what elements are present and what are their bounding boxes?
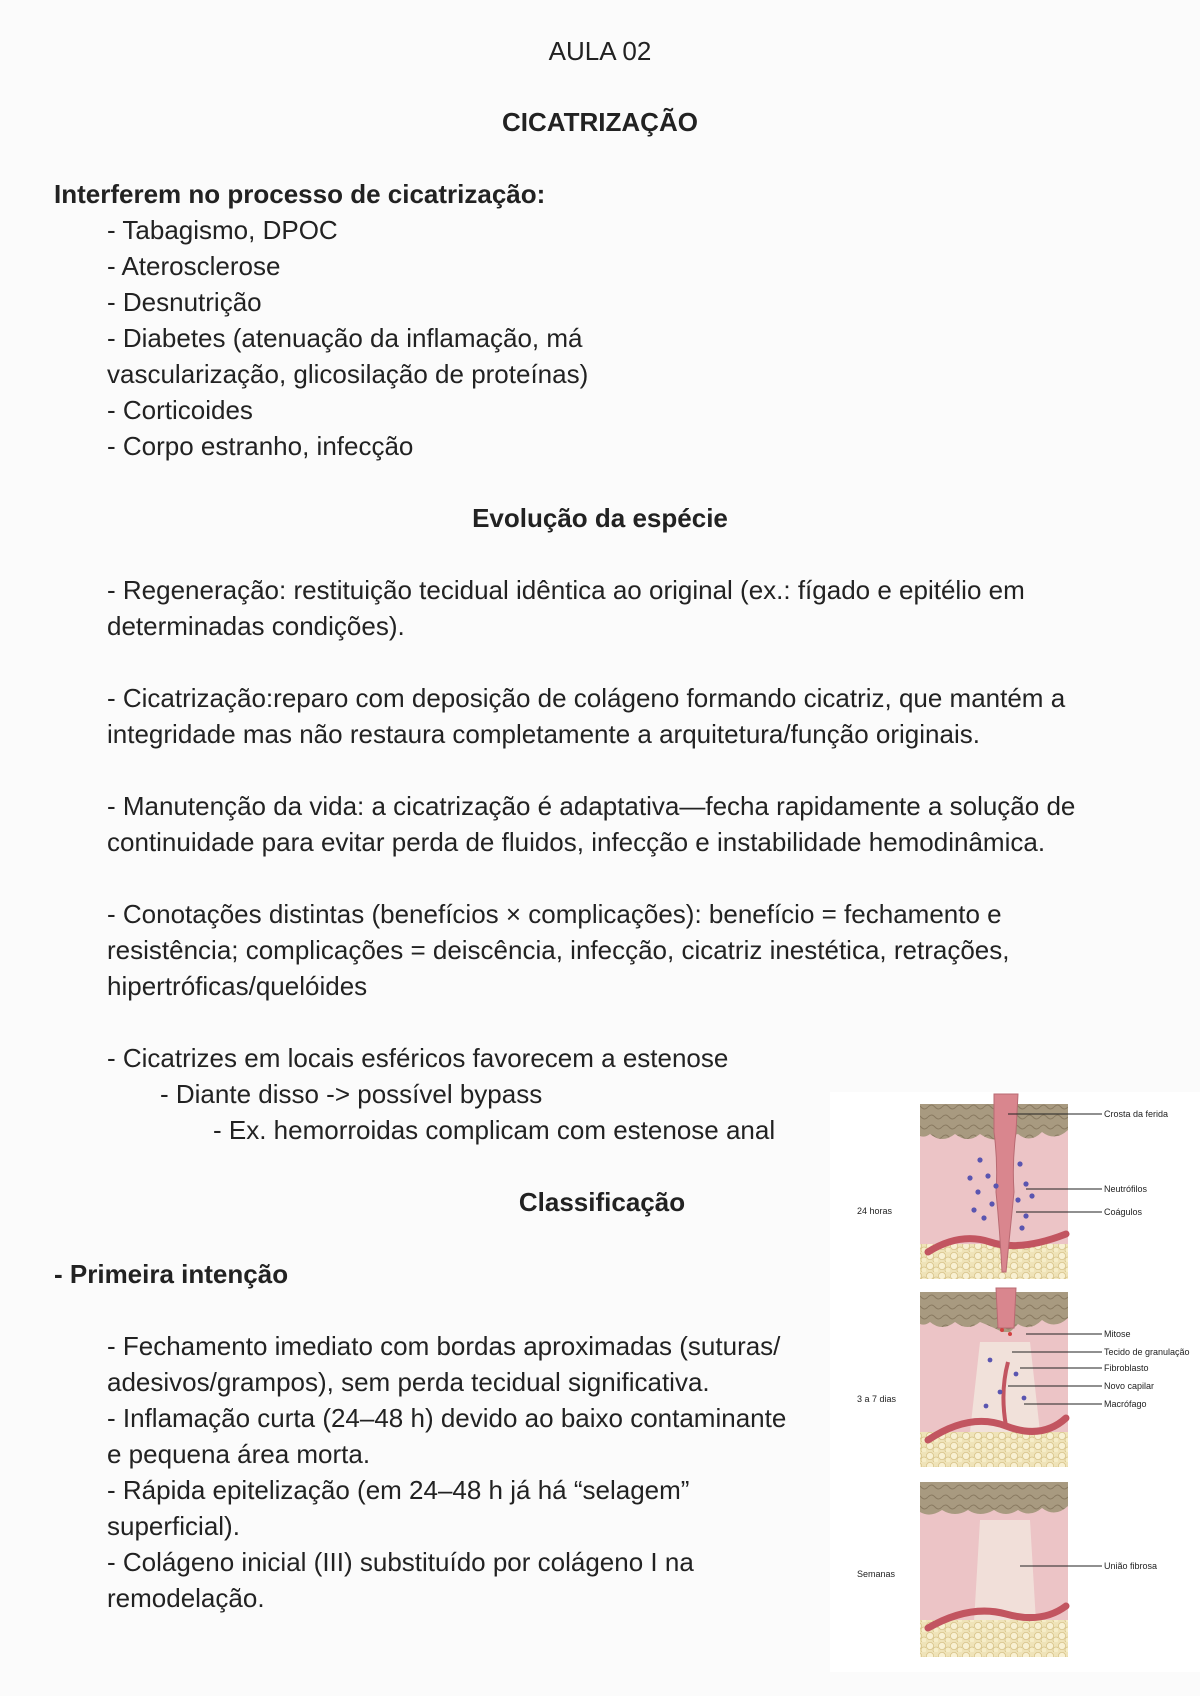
figure-callout: Coágulos xyxy=(1104,1207,1143,1217)
list-item: vascularização, glicosilação de proteínas) xyxy=(107,359,589,389)
wound-healing-figure xyxy=(830,1092,1200,1672)
paragraph-line: continuidade para evitar perda de fluidos, infecção e instabilidade hemodinâmica. xyxy=(107,827,1046,857)
panel-semanas xyxy=(920,1482,1102,1657)
paragraph-line: - Cicatrizes em locais esféricos favorecem a estenose xyxy=(107,1043,729,1073)
list-item: - Corpo estranho, infecção xyxy=(107,431,414,461)
primeira-intencao-heading: - Primeira intenção xyxy=(54,1259,289,1289)
paragraph-line: - Diante disso -> possível bypass xyxy=(160,1079,543,1109)
paragraph-line: - Ex. hemorroidas complicam com estenose anal xyxy=(213,1115,776,1145)
paragraph-line: adesivos/grampos), sem perda tecidual significativa. xyxy=(107,1367,710,1397)
list-item: - Corticoides xyxy=(107,395,253,425)
figure-time-label: 24 horas xyxy=(857,1206,893,1216)
paragraph-line: - Fechamento imediato com bordas aproximadas (suturas/ xyxy=(107,1331,781,1361)
classificacao-heading: Classificação xyxy=(518,1187,686,1217)
paragraph-line: - Rápida epitelização (em 24–48 h já há “selagem” xyxy=(107,1475,690,1505)
list-item: - Diabetes (atenuação da inflamação, má xyxy=(107,323,583,353)
figure-time-label: Semanas xyxy=(857,1569,896,1579)
paragraph-line: hipertróficas/quelóides xyxy=(107,971,368,1001)
paragraph-line: integridade mas não restaura completamente a arquitetura/função originais. xyxy=(107,719,980,749)
page-title: CICATRIZAÇÃO xyxy=(502,107,698,137)
figure-callout: Tecido de granulação xyxy=(1104,1347,1190,1357)
paragraph-line: resistência; complicações = deiscência, infecção, cicatriz inestética, retrações, xyxy=(107,935,1010,965)
paragraph-line: superficial). xyxy=(107,1511,240,1541)
figure-callout: Fibroblasto xyxy=(1104,1363,1149,1373)
paragraph-line: - Regeneração: restituição tecidual idêntica ao original (ex.: fígado e epitélio em xyxy=(107,575,1025,605)
figure-callout: Novo capilar xyxy=(1104,1381,1155,1391)
interferem-heading: Interferem no processo de cicatrização: xyxy=(54,179,546,209)
figure-callout: Macrófago xyxy=(1104,1399,1147,1409)
figure-callout: União fibrosa xyxy=(1104,1561,1158,1571)
list-item: - Aterosclerose xyxy=(107,251,281,281)
list-item: - Tabagismo, DPOC xyxy=(107,215,338,245)
list-item: - Desnutrição xyxy=(107,287,262,317)
figure-callout: Neutrófilos xyxy=(1104,1184,1148,1194)
paragraph-line: - Inflamação curta (24–48 h) devido ao baixo contaminante xyxy=(107,1403,787,1433)
evolucao-heading: Evolução da espécie xyxy=(472,503,728,533)
paragraph-line: e pequena área morta. xyxy=(107,1439,371,1469)
figure-callout: Crosta da ferida xyxy=(1104,1109,1169,1119)
figure-time-label: 3 a 7 dias xyxy=(857,1394,897,1404)
paragraph-line: - Cicatrização:reparo com deposição de colágeno formando cicatriz, que mantém a xyxy=(107,683,1066,713)
paragraph-line: - Colágeno inicial (III) substituído por colágeno I na xyxy=(107,1547,694,1577)
paragraph-line: - Manutenção da vida: a cicatrização é adaptativa—fecha rapidamente a solução de xyxy=(107,791,1076,821)
paragraph-line: determinadas condições). xyxy=(107,611,405,641)
panel-24-horas xyxy=(920,1094,1102,1279)
panel-3-a-7-dias xyxy=(920,1288,1102,1467)
figure-callout: Mitose xyxy=(1104,1329,1131,1339)
paragraph-line: remodelação. xyxy=(107,1583,265,1613)
lesson-label: AULA 02 xyxy=(548,36,652,66)
paragraph-line: - Conotações distintas (benefícios × complicações): benefício = fechamento e xyxy=(107,899,1002,929)
